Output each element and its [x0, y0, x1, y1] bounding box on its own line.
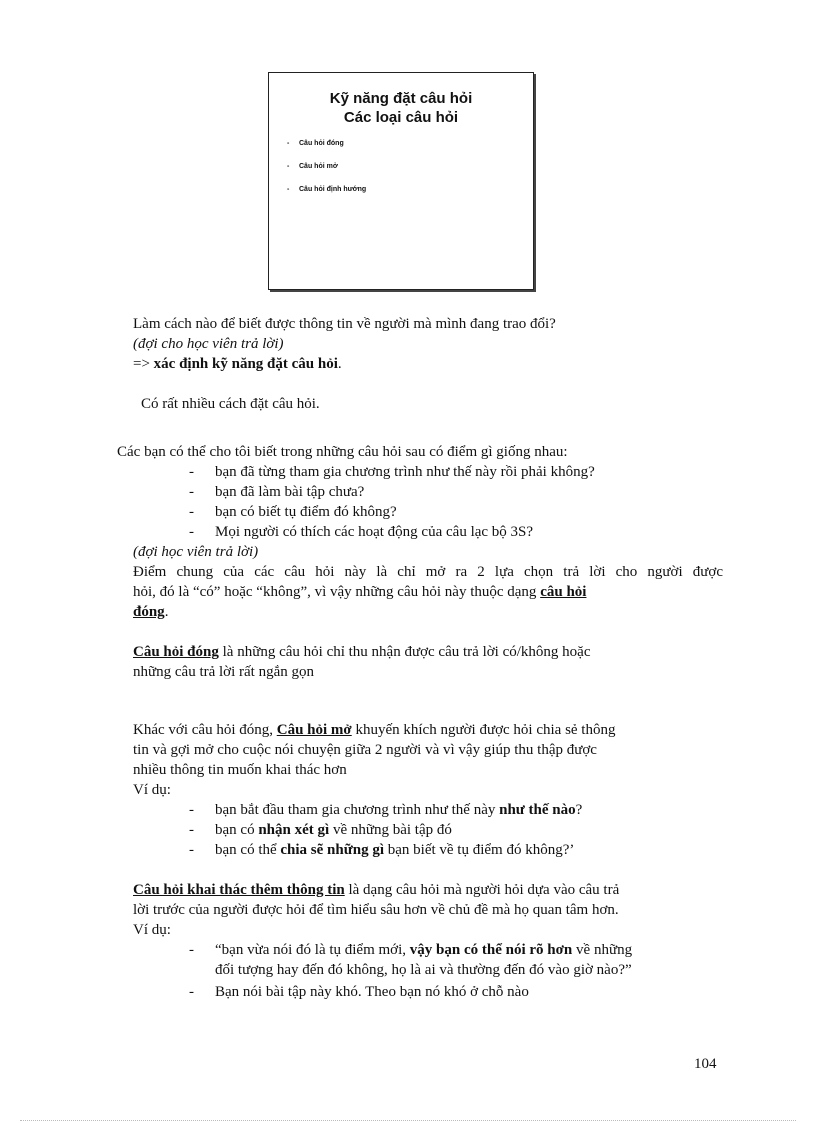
open-question-line1: Khác với câu hỏi đóng, Câu hỏi mở khuyến khích người được hỏi chia sẻ thông	[133, 722, 616, 738]
list-item: - bạn có thể chia sẽ những gì bạn biết về tụ điểm đó không?’	[189, 842, 575, 858]
list-item: - bạn bắt đầu tham gia chương trình như thế này như thế nào?	[189, 802, 583, 818]
list-item: - Bạn nói bài tập này khó. Theo bạn nó khó ở chỗ nào	[189, 984, 529, 1000]
closed-question-definition: Câu hỏi đóng là những câu hỏi chỉ thu nhận được câu trả lời có/không hoặc	[133, 644, 591, 660]
slide-thumbnail	[268, 72, 534, 290]
list-item: - bạn có biết tụ điểm đó không?	[189, 504, 397, 520]
common-line3: đóng.	[133, 604, 169, 620]
slide-list-item: - Câu hỏi định hướng	[287, 186, 367, 193]
slide-title-line1: Kỹ năng đặt câu hỏi	[329, 90, 473, 107]
slide-list-item: - Câu hỏi mở	[287, 163, 338, 170]
slide-list-item: - Câu hỏi đóng	[287, 140, 344, 147]
probing-question-line2: lời trước của người được hỏi để tìm hiểu sâu hơn về chủ đề mà họ quan tâm hơn.	[133, 902, 619, 918]
example-label: Ví dụ:	[133, 922, 171, 938]
slide-title-line2: Các loại câu hỏi	[343, 109, 459, 126]
instructor-note: (đợi học viên trả lời)	[133, 544, 259, 560]
slide-list	[287, 139, 533, 194]
list-item: - Mọi người có thích các hoạt động của câu lạc bộ 3S?	[189, 524, 534, 540]
intro-text: Các bạn có thể cho tôi biết trong những câu hỏi sau có điểm gì giống nhau:	[117, 444, 568, 460]
example-label: Ví dụ:	[133, 782, 171, 798]
answer-line: => xác định kỹ năng đặt câu hỏi.	[133, 356, 342, 372]
instructor-note: (đợi cho học viên trả lời)	[133, 336, 284, 352]
page-bottom-divider	[20, 1120, 796, 1121]
list-item: - bạn đã làm bài tập chưa?	[189, 484, 365, 500]
common-line2: hỏi, đó là “có” hoặc “không”, vì vậy những câu hỏi này thuộc dạng câu hỏi	[133, 584, 587, 600]
open-question-line2: tin và gợi mở cho cuộc nói chuyện giữa 2 người và vì vậy giúp thu thập được	[133, 742, 597, 758]
page-number: 104	[694, 1056, 717, 1072]
list-item-continuation: đối tượng hay đến đó không, họ là ai và thường đến đó vào giờ nào?”	[215, 962, 632, 978]
list-item: - bạn đã từng tham gia chương trình như thế này rồi phải không?	[189, 464, 595, 480]
closed-question-definition-line2: những câu trả lời rất ngắn gọn	[133, 664, 315, 680]
question-text: Làm cách nào để biết được thông tin về người mà mình đang trao đổi?	[133, 316, 556, 332]
probing-question-line1: Câu hỏi khai thác thêm thông tin là dạng câu hỏi mà người hỏi dựa vào câu trả	[133, 882, 620, 898]
list-item: - “bạn vừa nói đó là tụ điểm mới, vậy bạn có thể nói rõ hơn về những	[189, 942, 633, 958]
open-question-line3: nhiều thông tin muốn khai thác hơn	[133, 762, 347, 778]
statement-text: Có rất nhiều cách đặt câu hỏi.	[141, 396, 320, 412]
slide-title	[269, 89, 533, 127]
list-item: - bạn có nhận xét gì về những bài tập đó	[189, 822, 452, 838]
common-line1: Điểm chung của các câu hỏi này là chỉ mở ra 2 lựa chọn trả lời cho người được	[133, 564, 723, 580]
